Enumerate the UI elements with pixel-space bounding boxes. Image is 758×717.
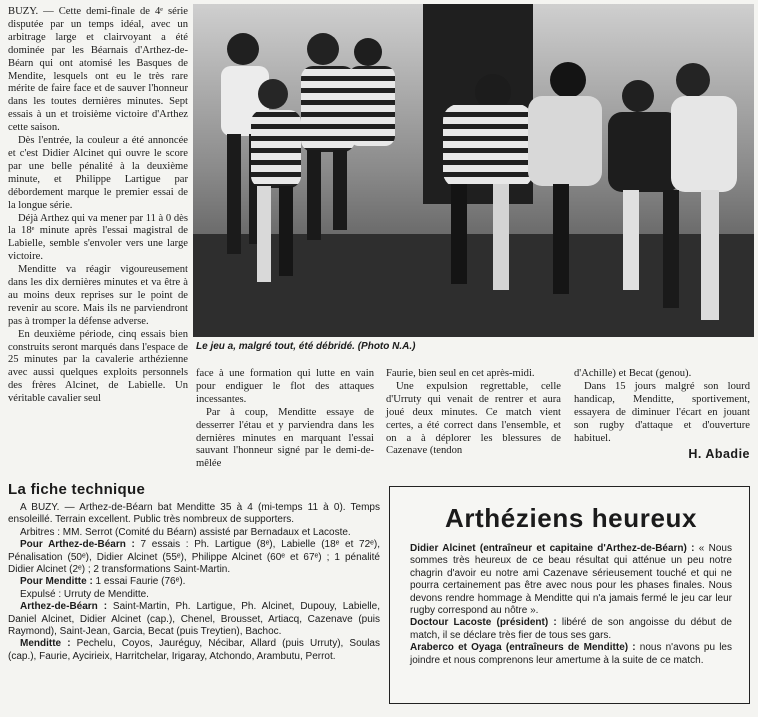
article-column-2: [196, 368, 374, 471]
fiche-body: [8, 502, 380, 663]
rugby-players-image: [193, 4, 754, 337]
quote-speaker: Araberco et Oyaga (entraîneurs de Menditte) :: [410, 642, 636, 654]
quote-speaker: Doctour Lacoste (président) :: [410, 617, 557, 629]
article-paragraph: Faurie, bien seul en cet après-midi.: [386, 368, 535, 379]
fiche-intro: A BUZY. — Arthez-de-Béarn bat Menditte 35 à 4 (mi-temps 11 à 0). Temps ensoleillé. Terrain excellent. Public très nombreux de supporters.: [8, 502, 380, 526]
article-paragraph: Dans 15 jours malgré son lourd handicap, Menditte, sportivement, essayera de diminuer l'écart en jouant son rugby d'attaque et d'ouverture habituel.: [574, 380, 750, 444]
article-paragraph: Déjà Arthez qui va mener par 11 à 0 dès la 18ᵉ minute après l'essai magistral de Labielle, semble s'envoler vers une large victoire.: [8, 212, 188, 263]
box-title: Arthéziens heureux: [444, 503, 698, 533]
fiche-text: 7 essais : Ph. Lartigue (8ᵉ), Labielle (18ᵉ et 72ᵉ), Pénalisation (50ᵉ), Didier Alcinet (55ᵉ), Philippe Alcinet (60ᵉ et 67ᵉ) ; 1 pénalité Didier Alcinet (2ᵉ) ; 2 transformations Saint-Martin.: [8, 539, 380, 576]
quote-paragraph: [410, 642, 732, 667]
fiche-arbitres: Arbitres : MM. Serrot (Comité du Béarn) assisté par Bernadaux et Lacoste.: [20, 526, 351, 538]
quote-paragraph: [410, 543, 732, 617]
fiche-text: 1 essai Faurie (76ᵉ).: [92, 576, 186, 588]
article-paragraph: face à une formation qui lutte en vain pour endiguer le flot des attaques incessantes.: [196, 368, 374, 405]
article-column-3: [386, 368, 561, 458]
fiche-title: La fiche technique: [8, 481, 146, 498]
article-paragraph: Par à coup, Menditte essaye de desserrer l'étau et y parviendra dans les dernières minutes en marquant l'essai sauvant l'honneur signé par le demi-de-mêlée: [196, 406, 374, 470]
fiche-text: Pechelu, Coyos, Jauréguy, Nécibar, Allard (puis Urruty), Soulas (cap.), Faurie, Aycirieix, Harritchelar, Irigaray, Atchondo, Arambutu, Perrot.: [8, 638, 380, 662]
quote-text: nous n'avons pu les joindre et nous comprenons leur amertume à la suite de ce match.: [410, 642, 732, 666]
rugby-photo: [193, 4, 754, 337]
quotes-box: [389, 486, 750, 704]
author-signature: H. Abadie: [688, 447, 750, 461]
fiche-menditte-score: [8, 576, 380, 588]
article-paragraph: BUZY. — Cette demi-finale de 4ᵉ série disputée par un temps idéal, avec un arbitrage large et clairvoyant a été dominée par les Béarnais d'Arthez-de-Béarn qui ont atomisé les Basques de Mendite, lesquels ont eu le très rare mérite de faire face et de sauver l'honneur dans les toutes dernières minutes. Sept essais à un et troisième victoire d'Arthez cette saison.: [8, 6, 188, 134]
article-column-4: [574, 368, 750, 445]
article-paragraph: d'Achille) et Becat (genou).: [574, 368, 692, 379]
fiche-expulse: Expulsé : Urruty de Menditte.: [20, 588, 149, 600]
quote-text: libéré de son angoisse du début de match, il se déclare très fier de tous ses gars.: [410, 617, 732, 641]
fiche-label: Pour Menditte :: [20, 576, 93, 588]
article-paragraph: Dès l'entrée, la couleur a été annoncée et c'est Didier Alcinet qui ouvre le score par une belle pénalité à la deuxième minute, et Philippe Lartigue par débordement marque le premier essai de la longue série.: [8, 135, 188, 211]
fiche-arthez-team: [8, 601, 380, 638]
article-column-1: [8, 6, 188, 406]
article-paragraph: Une expulsion regrettable, celle d'Urruty qui venait de rentrer et aura joué deux minutes. Ce match vient certes, a été correct dans l'ensemble, et on a à déplorer les blessures de Cazenave (tendon: [386, 380, 561, 457]
fiche-menditte-team: [8, 638, 380, 663]
article-paragraph: En deuxième période, cinq essais bien construits seront marqués dans l'espace de 25 minutes par la cavalerie arthézienne avec aussi quelques exploits personnels des frères Alcinet, de Labielle. Un véritable cavalier seul: [8, 328, 188, 405]
fiche-label: Arthez-de-Béarn :: [20, 601, 108, 613]
article-paragraph: Menditte va réagir vigoureusement dans les dix dernières minutes et va être à au moins deux reprises sur le point de revenir au score. Mais ils ne parviendront pas à tromper la défense adverse.: [8, 264, 188, 327]
fiche-label: Menditte :: [20, 638, 71, 650]
fiche-label: Pour Arthez-de-Béarn :: [20, 539, 135, 551]
fiche-arthez-score: [8, 539, 380, 576]
fiche-text: Saint-Martin, Ph. Lartigue, Ph. Alcinet, Dupouy, Labielle, Daniel Alcinet, Didier Alcinet (cap.), Chenel, Brousset, Artiacq, Cazenave (puis Raymond), Saint-Jean, Garcia, Becat (puis Treytien), Bachoc.: [8, 601, 380, 638]
quote-text: « Nous sommes très heureux de ce beau résultat qui atténue un peu notre chagrin d'avoir eu notre ami Cazenave sérieusement touché et qui ne pourra certainement pas être avec nous pour les phases finales. Nous devons rendre hommage à Menditte qui n'a jamais fermé le jeu car leur rugby correspond au nôtre ».: [410, 543, 732, 617]
box-body: [410, 543, 732, 667]
quote-speaker: Didier Alcinet (entraîneur et capitaine d'Arthez-de-Béarn) :: [410, 543, 695, 554]
quote-paragraph: [410, 617, 732, 642]
photo-caption: Le jeu a, malgré tout, été débridé. (Photo N.A.): [196, 341, 416, 352]
